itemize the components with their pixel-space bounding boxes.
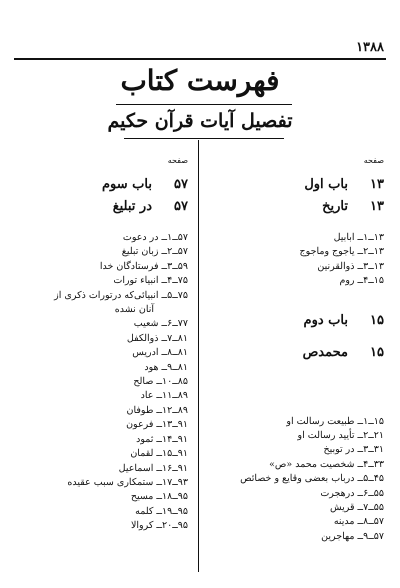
toc-entry: ۹۱ــ۱۳ــ فرعون	[126, 419, 188, 431]
section-heading	[196, 313, 384, 335]
toc-entry: ۸۹ــ۱۱ــ عاد	[140, 390, 188, 402]
heading-page: ۱۵	[370, 312, 384, 328]
toc-entry: ۸۱ــ۸ــ ادریس	[132, 347, 188, 359]
toc-entry: ۷۵ــ۵ــ انبیائی‌که درتورات ذکری از	[54, 289, 188, 301]
toc-entry: ۷۷ــ۶ــ شعیب	[133, 318, 188, 330]
toc-entry: ۵۹ــ۳ــ فرستادگان خدا	[99, 260, 188, 272]
page-number: ۱۳۸۸	[356, 40, 384, 55]
heading-label: تاریخ	[322, 199, 348, 214]
subtitle-rule	[124, 138, 284, 139]
section-heading	[0, 199, 188, 221]
toc-entry: ۹۱ــ۱۶ــ اسماعیل	[118, 462, 188, 474]
heading-page: ۵۷	[174, 177, 188, 192]
toc-entry: ۹۱ــ۱۴ــ ثمود	[136, 433, 188, 445]
entry-list	[0, 231, 188, 303]
top-rule	[14, 58, 386, 60]
toc-entry: ۸۹ــ۱۲ــ طوفان	[126, 404, 188, 416]
heading-page: ۵۷	[174, 199, 188, 214]
section-heading	[0, 177, 188, 199]
toc-entry: ۲۱ــ۲ــ تأیید رسالت او	[297, 430, 384, 442]
toc-entry: ۵۷ــ۱ــ در دعوت	[122, 232, 188, 243]
toc-entry: ۱۵ــ۱ــ طبیعت رسالت او	[286, 415, 384, 427]
toc-entry: ۸۱ــ۷ــ ذوالکفل	[126, 332, 188, 344]
toc-entry: ۷۵ــ۴ــ انبیاء تورات	[113, 275, 188, 287]
toc-entry: ۵۷ــ۹ــ مهاجرین	[321, 530, 384, 542]
toc-entry: ۵۷ــ۸ــ مدینه	[333, 516, 384, 528]
right-column	[196, 156, 384, 544]
heading-label: باب اول	[304, 177, 348, 192]
toc-entry: ۱۵ــ۴ــ روم	[339, 275, 384, 287]
toc-entry: ۱۳ــ۱ــ ابابیل	[333, 232, 384, 243]
toc-entry: ۹۱ــ۱۵ــ لقمان	[130, 448, 188, 460]
heading-label: محمدص	[302, 344, 348, 360]
toc-entry: ۹۵ــ۱۹ــ کلمه	[135, 505, 188, 517]
toc-entry: ۹۵ــ۱۸ــ مسیح	[130, 491, 188, 503]
heading-page: ۱۳	[370, 199, 384, 214]
page-column-label: صفحه	[363, 156, 384, 165]
toc-entry: ۹۵ــ۲۰ــ کروالا	[130, 520, 188, 532]
title-rule	[116, 104, 292, 105]
entry-continuation: آنان نشده	[114, 304, 154, 316]
heading-label: در تبلیغ	[112, 199, 152, 214]
heading-page: ۱۵	[370, 344, 384, 360]
page-subtitle: تفصیل آیات قرآن حکیم	[107, 110, 293, 132]
toc-entry: ۱۳ــ۲ــ یاجوج وماجوج	[299, 246, 384, 258]
toc-entry: ۵۵ــ۶ــ درهجرت	[320, 487, 384, 499]
toc-entry: ۹۳ــ۱۷ــ ستمکاری سبب عقیده	[67, 476, 188, 488]
toc-entry: ۳۳ــ۴ــ شخصیت محمد «ص»	[269, 458, 384, 470]
section-heading	[196, 177, 384, 199]
toc-entry: ۸۵ــ۱۰ــ صالح	[133, 376, 188, 388]
page-title: فهرست کتاب	[120, 64, 280, 97]
toc-entry: ۱۳ــ۳ــ ذوالقرنین	[317, 260, 384, 272]
toc-entry: ۵۷ــ۲ــ زبان تبلیغ	[121, 246, 188, 258]
heading-label: باب دوم	[303, 312, 348, 328]
toc-entry: ۴۵ــ۵ــ درباب بعضی وقایع و خصائص	[240, 473, 384, 485]
entry-list	[196, 231, 384, 289]
heading-page: ۱۳	[370, 177, 384, 192]
left-column	[0, 156, 188, 534]
toc-entry: ۵۵ــ۷ــ قریش	[329, 502, 384, 514]
page-column-label: صفحه	[167, 156, 188, 165]
heading-label: باب سوم	[101, 177, 152, 192]
section-heading	[196, 345, 384, 367]
section-heading	[196, 199, 384, 221]
entry-list	[196, 415, 384, 545]
entry-list	[0, 317, 188, 533]
toc-entry: ۳۱ــ۳ــ در توبیخ	[323, 444, 384, 456]
toc-entry: ۸۱ــ۹ــ هود	[144, 361, 188, 373]
